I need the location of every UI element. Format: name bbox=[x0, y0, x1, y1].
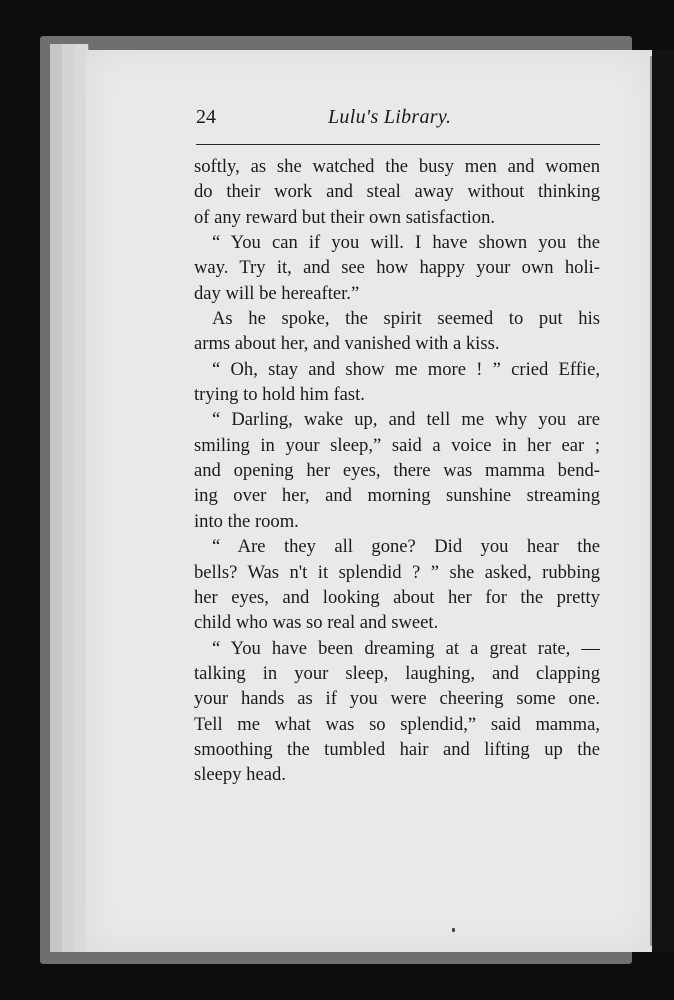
text-line: Tell me what was so splendid,” said mamma, bbox=[194, 713, 600, 735]
page-header bbox=[196, 104, 600, 136]
text-line: day will be hereafter.” bbox=[194, 282, 360, 304]
text-line: smiling in your sleep,” said a voice in her ear ; bbox=[194, 434, 600, 456]
text-line: bells? Was n't it splendid ? ” she asked, rubbing bbox=[194, 561, 600, 583]
text-line: softly, as she watched the busy men and women bbox=[194, 156, 600, 177]
text-line: and opening her eyes, there was mamma bend- bbox=[194, 460, 600, 482]
text-line: do their work and steal away without thinking bbox=[194, 181, 600, 203]
text-line: her eyes, and looking about her for the pretty bbox=[194, 586, 600, 608]
text-line: of any reward but their own satisfaction. bbox=[194, 206, 496, 228]
text-line: As he spoke, the spirit seemed to put his bbox=[212, 308, 600, 330]
ink-speck bbox=[452, 928, 455, 932]
text-line: into the room. bbox=[194, 510, 299, 532]
text-line: ing over her, and morning sunshine streaming bbox=[194, 485, 600, 507]
text-line: talking in your sleep, laughing, and clapping bbox=[194, 662, 600, 684]
page-number: 24 bbox=[196, 106, 216, 128]
text-line: “ Are they all gone? Did you hear the bbox=[212, 536, 600, 558]
text-line: arms about her, and vanished with a kiss. bbox=[194, 333, 500, 355]
text-line: “ Darling, wake up, and tell me why you are bbox=[212, 409, 600, 431]
text-line: way. Try it, and see how happy your own holi- bbox=[194, 257, 600, 279]
text-line: “ You have been dreaming at a great rate, — bbox=[212, 637, 600, 659]
text-line: your hands as if you were cheering some one. bbox=[194, 688, 600, 710]
body-text bbox=[194, 154, 600, 788]
text-line: child who was so real and sweet. bbox=[194, 612, 439, 634]
text-line: smoothing the tumbled hair and lifting up the bbox=[194, 738, 600, 760]
header-rule bbox=[196, 144, 600, 145]
background-shadow bbox=[652, 50, 674, 952]
text-line: “ Oh, stay and show me more ! ” cried Effie, bbox=[212, 358, 600, 380]
text-line: trying to hold him fast. bbox=[194, 384, 365, 406]
text-line: sleepy head. bbox=[194, 764, 286, 786]
text-line: “ You can if you will. I have shown you the bbox=[212, 232, 600, 254]
running-title: Lulu's Library. bbox=[328, 106, 452, 128]
